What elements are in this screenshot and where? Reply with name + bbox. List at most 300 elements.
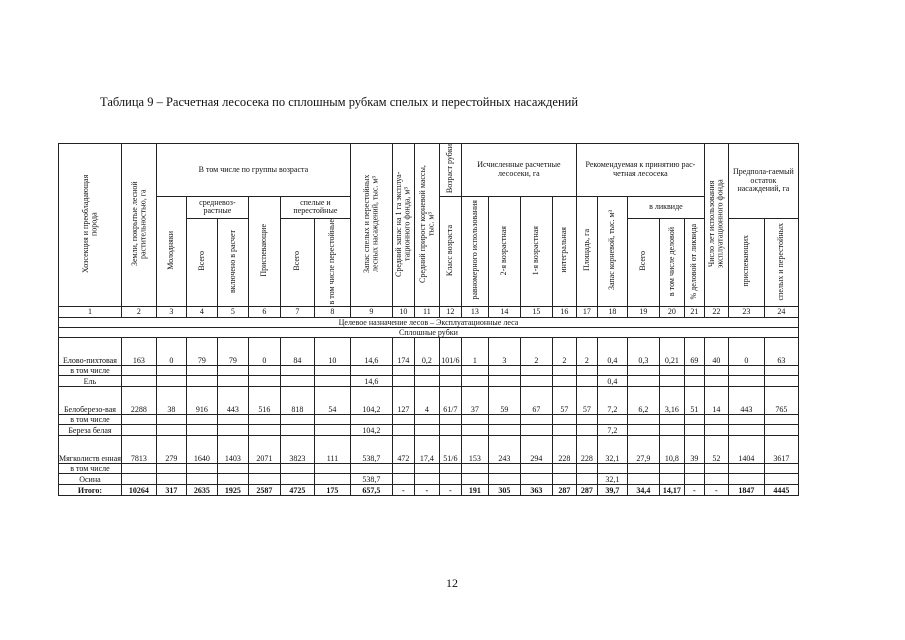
table-cell: [280, 366, 314, 376]
table-cell: [764, 464, 798, 474]
table-cell: [314, 415, 350, 425]
table-cell: 61/7: [439, 387, 461, 415]
column-number: 19: [627, 307, 659, 318]
table-cell: 294: [520, 436, 552, 464]
table-cell: [392, 464, 414, 474]
table-cell: [684, 376, 704, 387]
table-cell: 0,4: [597, 376, 627, 387]
table-cell: [488, 425, 520, 436]
table-cell: [764, 425, 798, 436]
table-cell: [392, 425, 414, 436]
column-number: 23: [728, 307, 764, 318]
table-cell: 1404: [728, 436, 764, 464]
table-cell: [576, 464, 597, 474]
table-cell: [314, 366, 350, 376]
table-cell: [392, 474, 414, 485]
table-cell: 0,4: [597, 338, 627, 366]
header-young: Молодняки: [156, 196, 186, 307]
table-cell: [217, 474, 248, 485]
header-stock: Запас спелых и перестойных лесных насаждений, тыс. м³: [350, 144, 392, 307]
table-cell: [552, 376, 576, 387]
header-middle-incl: включено в расчет: [217, 218, 248, 307]
table-cell: [552, 366, 576, 376]
header-liquid: в ликвиде: [627, 196, 704, 218]
table-cell: 2635: [186, 485, 217, 496]
table-cell: [280, 425, 314, 436]
table-cell: [248, 366, 280, 376]
table-cell: 79: [217, 338, 248, 366]
table-cell: [314, 425, 350, 436]
table-cell: [186, 366, 217, 376]
table-cell: [392, 376, 414, 387]
table-cell: [764, 376, 798, 387]
header-r-stock: Запас корневой, тыс. м³: [597, 196, 627, 307]
table-cell: [350, 464, 392, 474]
header-mature: спелые и перестойные: [280, 196, 350, 218]
table-cell: 10: [314, 338, 350, 366]
table-cell: 14,6: [350, 338, 392, 366]
table-cell: 317: [156, 485, 186, 496]
table-cell: [627, 464, 659, 474]
table-cell: [186, 425, 217, 436]
table-cell: [704, 415, 728, 425]
table-cell: 0: [248, 338, 280, 366]
table-cell: -: [414, 485, 439, 496]
table-cell: [597, 366, 627, 376]
column-number: 9: [350, 307, 392, 318]
table-cell: 52: [704, 436, 728, 464]
table-cell: [728, 376, 764, 387]
row-label: в том числе: [59, 415, 122, 425]
table-cell: 14,17: [659, 485, 684, 496]
table-cell: [392, 415, 414, 425]
table-cell: [414, 415, 439, 425]
table-cell: [576, 474, 597, 485]
table-cell: [217, 425, 248, 436]
table-cell: 174: [392, 338, 414, 366]
table-cell: 443: [728, 387, 764, 415]
column-number: 3: [156, 307, 186, 318]
table-cell: [186, 464, 217, 474]
table-cell: [461, 464, 488, 474]
table-cell: [217, 366, 248, 376]
table-cell: 84: [280, 338, 314, 366]
table-cell: [520, 376, 552, 387]
table-row: [59, 474, 799, 485]
table-cell: [248, 425, 280, 436]
table-cell: 4725: [280, 485, 314, 496]
table-cell: 228: [576, 436, 597, 464]
header-calc: Исчисленные расчетные лесосеки, га: [461, 144, 576, 197]
table-cell: 63: [764, 338, 798, 366]
table-cell: [597, 464, 627, 474]
table-cell: [121, 376, 156, 387]
table-cell: 443: [217, 387, 248, 415]
header-l-business: в том числе деловой: [659, 218, 684, 307]
table-cell: [552, 415, 576, 425]
table-cell: [684, 415, 704, 425]
table-cell: [627, 415, 659, 425]
section-purpose: Целевое назначение лесов – Эксплуатационные леса: [59, 318, 799, 328]
table-cell: 191: [461, 485, 488, 496]
table-cell: 243: [488, 436, 520, 464]
column-number: 17: [576, 307, 597, 318]
column-number: 2: [121, 307, 156, 318]
header-age-groups: В том числе по группы возраста: [156, 144, 350, 197]
table-cell: 127: [392, 387, 414, 415]
table-cell: [520, 425, 552, 436]
table-cell: 101/6: [439, 338, 461, 366]
table-cell: 104,2: [350, 425, 392, 436]
table-cell: [439, 366, 461, 376]
table-cell: [350, 415, 392, 425]
table-cell: 37: [461, 387, 488, 415]
row-label: Мягколиств енная: [59, 436, 122, 464]
table-cell: [684, 366, 704, 376]
table-cell: [217, 464, 248, 474]
table-cell: [488, 376, 520, 387]
table-cell: 4: [414, 387, 439, 415]
table-cell: 175: [314, 485, 350, 496]
table-cell: [156, 464, 186, 474]
table-cell: [520, 474, 552, 485]
table-cell: 7813: [121, 436, 156, 464]
table-cell: 1403: [217, 436, 248, 464]
header-c-uniform: равномерного использования: [461, 196, 488, 307]
column-number: 15: [520, 307, 552, 318]
table-cell: [627, 425, 659, 436]
table-row: [59, 366, 799, 376]
table-cell: 538,7: [350, 436, 392, 464]
table-cell: 111: [314, 436, 350, 464]
column-number: 22: [704, 307, 728, 318]
header-mature-incl: в том числе перестойные: [314, 218, 350, 307]
table-row: [59, 464, 799, 474]
table-cell: [659, 366, 684, 376]
header-l-pct: % деловой от ликвида: [684, 218, 704, 307]
table-cell: [552, 464, 576, 474]
table-cell: [659, 415, 684, 425]
table-cell: 4445: [764, 485, 798, 496]
table-cell: 657,5: [350, 485, 392, 496]
header-rem-maturing: приспевающих: [728, 218, 764, 307]
table-cell: 6,2: [627, 387, 659, 415]
table-cell: [414, 474, 439, 485]
table-cell: 153: [461, 436, 488, 464]
table-cell: [461, 474, 488, 485]
column-number: 10: [392, 307, 414, 318]
table-cell: -: [704, 485, 728, 496]
header-r-area: Площадь, га: [576, 196, 597, 307]
table-cell: [627, 366, 659, 376]
page-number: 12: [446, 576, 458, 590]
column-number: 5: [217, 307, 248, 318]
column-number: 11: [414, 307, 439, 318]
table-cell: [248, 474, 280, 485]
table-cell: [439, 425, 461, 436]
table-cell: 228: [552, 436, 576, 464]
table-cell: 57: [552, 387, 576, 415]
header-middle: средневоз-растные: [186, 196, 248, 218]
table-cell: 287: [576, 485, 597, 496]
table-cell: 7,2: [597, 425, 627, 436]
table-cell: [576, 415, 597, 425]
row-label: Осина: [59, 474, 122, 485]
header-maturing: Приспевающие: [248, 196, 280, 307]
table-cell: [248, 376, 280, 387]
table-cell: 104,2: [350, 387, 392, 415]
table-cell: 69: [684, 338, 704, 366]
table-cell: [728, 425, 764, 436]
table-cell: [186, 376, 217, 387]
table-cell: [764, 474, 798, 485]
table-cell: 14,6: [350, 376, 392, 387]
table-cell: 3617: [764, 436, 798, 464]
table-cell: [186, 415, 217, 425]
table-cell: [121, 464, 156, 474]
table-cell: [684, 464, 704, 474]
column-number: 6: [248, 307, 280, 318]
header-avg-stock: Средний запас на 1 га эксплуа-тационного фонда, м³: [392, 144, 414, 307]
table-cell: 51: [684, 387, 704, 415]
table-cell: 3,16: [659, 387, 684, 415]
table-cell: [597, 415, 627, 425]
section-purpose-row: [59, 318, 799, 328]
table-cell: 516: [248, 387, 280, 415]
table-cell: [439, 376, 461, 387]
table-cell: [439, 474, 461, 485]
table-cell: [659, 474, 684, 485]
table-cell: [350, 366, 392, 376]
table-title: Таблица 9 – Расчетная лесосека по сплошным рубкам спелых и перестойных насаждений: [100, 95, 579, 109]
table-cell: [627, 376, 659, 387]
table-cell: [414, 366, 439, 376]
table-cell: 57: [576, 387, 597, 415]
header-remain: Предпола-гаемый остаток насаждений, га: [728, 144, 798, 219]
table-cell: 7,2: [597, 387, 627, 415]
table-cell: [461, 415, 488, 425]
row-label: Береза белая: [59, 425, 122, 436]
header-age-cut: Возраст рубки: [439, 144, 461, 197]
header-avg-growth: Средний прирост корневой массы, тыс. м³: [414, 144, 439, 307]
table-cell: [576, 366, 597, 376]
table-row: [59, 415, 799, 425]
table-cell: 32,1: [597, 436, 627, 464]
section-cut: Сплошные рубки: [59, 328, 799, 338]
row-label: Ель: [59, 376, 122, 387]
table-cell: 3823: [280, 436, 314, 464]
table-cell: [280, 464, 314, 474]
table-cell: 287: [552, 485, 576, 496]
table-cell: 2: [576, 338, 597, 366]
table-cell: 10264: [121, 485, 156, 496]
table-cell: 1925: [217, 485, 248, 496]
table-cell: [659, 425, 684, 436]
table-cell: [520, 415, 552, 425]
table-cell: 2587: [248, 485, 280, 496]
table-cell: 17,4: [414, 436, 439, 464]
table-cell: [704, 474, 728, 485]
table-cell: [728, 464, 764, 474]
table-cell: [520, 366, 552, 376]
table-cell: 51/6: [439, 436, 461, 464]
table-cell: 10,8: [659, 436, 684, 464]
column-number: 7: [280, 307, 314, 318]
table-cell: [576, 376, 597, 387]
table-cell: [314, 464, 350, 474]
table-cell: [121, 415, 156, 425]
table-cell: [704, 376, 728, 387]
table-cell: [186, 474, 217, 485]
header-species: Хозсекция и преобладающая порода: [59, 144, 122, 307]
table-cell: 363: [520, 485, 552, 496]
table-cell: [488, 415, 520, 425]
table-cell: 0,21: [659, 338, 684, 366]
row-label: Итого:: [59, 485, 122, 496]
table-cell: [248, 415, 280, 425]
column-number: 13: [461, 307, 488, 318]
table-cell: [704, 425, 728, 436]
section-cut-row: [59, 328, 799, 338]
table-cell: 472: [392, 436, 414, 464]
column-number: 16: [552, 307, 576, 318]
total-row: [59, 485, 799, 496]
table-cell: [280, 474, 314, 485]
table-cell: 2288: [121, 387, 156, 415]
table-cell: 14: [704, 387, 728, 415]
header-middle-total: Всего: [186, 218, 217, 307]
table-cell: -: [392, 485, 414, 496]
table-cell: [248, 464, 280, 474]
table-cell: [439, 464, 461, 474]
table-cell: 54: [314, 387, 350, 415]
column-number: 1: [59, 307, 122, 318]
column-number: 12: [439, 307, 461, 318]
table-cell: [121, 474, 156, 485]
table-cell: [156, 474, 186, 485]
table-cell: 279: [156, 436, 186, 464]
table-cell: 2: [520, 338, 552, 366]
table-cell: 2: [552, 338, 576, 366]
table-row: [59, 387, 799, 415]
table-cell: [728, 474, 764, 485]
table-cell: [121, 425, 156, 436]
table-cell: [576, 425, 597, 436]
header-mature-total: Всего: [280, 218, 314, 307]
column-number-row: [59, 307, 799, 318]
table-cell: [764, 366, 798, 376]
table-cell: 27,9: [627, 436, 659, 464]
column-number: 14: [488, 307, 520, 318]
table-cell: 305: [488, 485, 520, 496]
column-number: 18: [597, 307, 627, 318]
row-label: в том числе: [59, 366, 122, 376]
table-cell: [704, 366, 728, 376]
header-l-total: Всего: [627, 218, 659, 307]
table-cell: 40: [704, 338, 728, 366]
table-cell: 0: [156, 338, 186, 366]
table-cell: 1: [461, 338, 488, 366]
table-cell: 0,2: [414, 338, 439, 366]
column-number: 8: [314, 307, 350, 318]
table-cell: [488, 474, 520, 485]
table-cell: 163: [121, 338, 156, 366]
table-cell: [217, 415, 248, 425]
table-cell: [461, 366, 488, 376]
table-cell: 67: [520, 387, 552, 415]
table-cell: [414, 425, 439, 436]
table-cell: 0,3: [627, 338, 659, 366]
table-cell: 79: [186, 338, 217, 366]
table-cell: [280, 376, 314, 387]
row-label: Белоберезо-вая: [59, 387, 122, 415]
table-cell: [414, 376, 439, 387]
table-cell: [156, 376, 186, 387]
column-number: 24: [764, 307, 798, 318]
table-cell: 39,7: [597, 485, 627, 496]
table-cell: 818: [280, 387, 314, 415]
table-cell: [704, 464, 728, 474]
header-years: Число лет использования эксплуатационного фонда: [704, 144, 728, 307]
table-cell: [156, 415, 186, 425]
forest-cut-table: [58, 143, 799, 496]
table-cell: -: [439, 485, 461, 496]
table-cell: 38: [156, 387, 186, 415]
table-cell: [552, 474, 576, 485]
table-cell: [414, 464, 439, 474]
table-row: [59, 425, 799, 436]
header-c-integral: интегральная: [552, 196, 576, 307]
table-cell: 1640: [186, 436, 217, 464]
header-c-age2: 2-я возрастная: [488, 196, 520, 307]
table-row: [59, 376, 799, 387]
table-cell: [461, 425, 488, 436]
table-cell: [314, 474, 350, 485]
table-cell: [314, 376, 350, 387]
header-rem-mature: спелых и перестойных: [764, 218, 798, 307]
header-area: Земли, покрытые лесной растительностью, га: [121, 144, 156, 307]
column-number: 4: [186, 307, 217, 318]
table-cell: [728, 366, 764, 376]
table-cell: [520, 464, 552, 474]
table-cell: 39: [684, 436, 704, 464]
column-number: 20: [659, 307, 684, 318]
table-cell: [764, 415, 798, 425]
table-cell: 1847: [728, 485, 764, 496]
table-cell: -: [684, 485, 704, 496]
row-label: в том числе: [59, 464, 122, 474]
table-cell: 0: [728, 338, 764, 366]
table-cell: [156, 425, 186, 436]
table-cell: [121, 366, 156, 376]
row-label: Елово-пихтовая: [59, 338, 122, 366]
column-number: 21: [684, 307, 704, 318]
table-cell: [684, 425, 704, 436]
table-cell: 916: [186, 387, 217, 415]
table-cell: [659, 376, 684, 387]
table-cell: [439, 415, 461, 425]
table-row: [59, 338, 799, 366]
table-cell: [659, 464, 684, 474]
table-cell: [627, 474, 659, 485]
table-cell: 765: [764, 387, 798, 415]
table-cell: [552, 425, 576, 436]
table-cell: [728, 415, 764, 425]
table-cell: [488, 464, 520, 474]
table-cell: [156, 366, 186, 376]
table-cell: 32,1: [597, 474, 627, 485]
table-cell: [280, 415, 314, 425]
